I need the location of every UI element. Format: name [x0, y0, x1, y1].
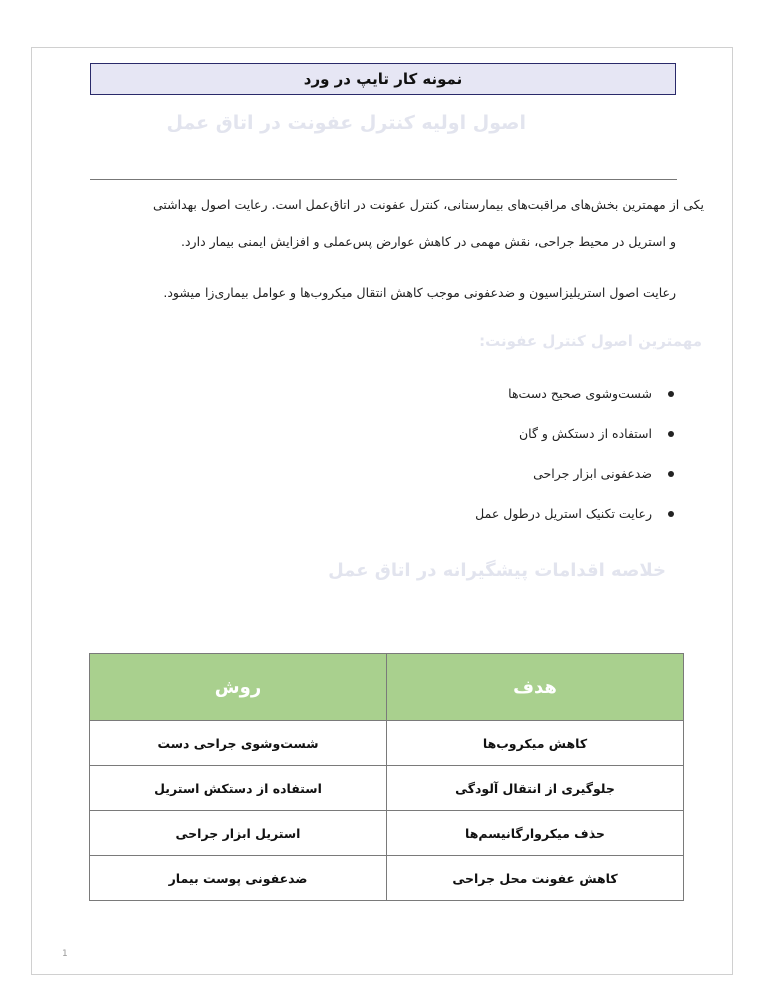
paragraph-1-line-2: و استریل در محیط جراحی، نقش مهمی در کاهش عوارض پس‌عملی و افزایش ایمنی بیمار دارد.: [181, 234, 676, 249]
bullet-icon: [668, 391, 674, 397]
heading-summary: خلاصه اقدامات پیشگیرانه در اتاق عمل: [328, 560, 666, 581]
document-title: نمونه کار تایپ در ورد: [90, 63, 676, 95]
list-item-text: ضدعفونی ابزار جراحی: [533, 466, 652, 481]
table-row: [90, 721, 684, 766]
horizontal-rule: [90, 179, 677, 180]
list-item: [475, 424, 674, 464]
list-item: [475, 504, 674, 544]
table-cell-goal: کاهش عفونت محل جراحی: [387, 856, 684, 901]
paragraph-2: رعایت اصول استریلیزاسیون و ضدعفونی موجب کاهش انتقال میکروب‌ها و عوامل بیماری‌زا میشود.: [163, 285, 676, 300]
list-item-text: استفاده از دستکش و گان: [519, 426, 652, 441]
table-cell-method: شست‌وشوی جراحی دست: [90, 721, 387, 766]
heading-main: اصول اولیه کنترل عفونت در اتاق عمل: [166, 112, 526, 134]
bullet-icon: [668, 431, 674, 437]
table-cell-goal: حذف میکروارگانیسم‌ها: [387, 811, 684, 856]
list-item-text: رعایت تکنیک استریل درطول عمل: [475, 506, 652, 521]
list-item-text: شست‌وشوی صحیح دست‌ها: [508, 386, 652, 401]
table-cell-method: استفاده از دستکش استریل: [90, 766, 387, 811]
table-cell-method: استریل ابزار جراحی: [90, 811, 387, 856]
list-item: [475, 464, 674, 504]
paragraph-1-line-1: یکی از مهمترین بخش‌های مراقبت‌های بیمارستانی، کنترل عفونت در اتاق‌عمل است. رعایت اصول بهداشتی: [152, 197, 704, 212]
table-cell-method: ضدعفونی پوست بیمار: [90, 856, 387, 901]
table-row: [90, 766, 684, 811]
column-header-method: روش: [90, 654, 387, 721]
bullet-icon: [668, 471, 674, 477]
principles-list: [475, 384, 674, 544]
list-item: [475, 384, 674, 424]
page-number: 1: [62, 949, 68, 959]
heading-principles: مهمترین اصول کنترل عفونت:: [479, 332, 702, 350]
table-row: [90, 856, 684, 901]
document-page: [31, 47, 733, 975]
column-header-goal: هدف: [387, 654, 684, 721]
table-cell-goal: کاهش میکروب‌ها: [387, 721, 684, 766]
table-cell-goal: جلوگیری از انتقال آلودگی: [387, 766, 684, 811]
summary-table: [89, 653, 684, 901]
table-header-row: [90, 654, 684, 721]
bullet-icon: [668, 511, 674, 517]
table-row: [90, 811, 684, 856]
